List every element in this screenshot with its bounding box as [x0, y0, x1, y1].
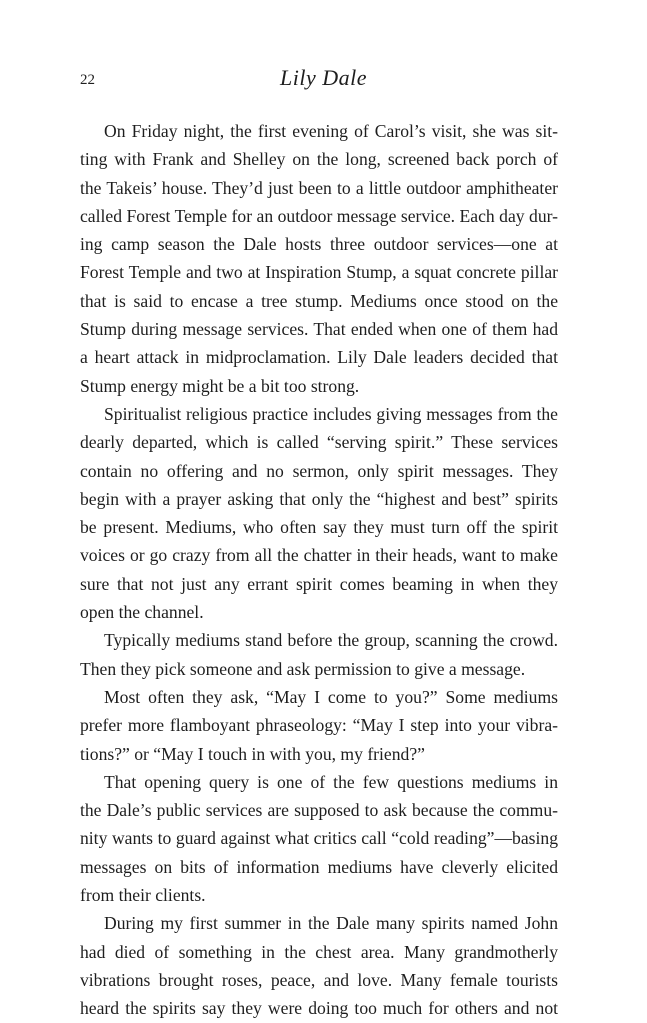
- text-line: be present. Mediums, who often say they must turn off the spirit: [80, 517, 558, 538]
- text-line: called Forest Temple for an outdoor message service. Each day dur-: [80, 205, 558, 226]
- text-line: voices or go crazy from all the chatter in their heads, want to make: [80, 545, 558, 566]
- text-line: had died of something in the chest area. Many grandmotherly: [80, 941, 558, 962]
- text-line: That opening query is one of the few questions mediums in: [104, 771, 558, 792]
- text-line: Typically mediums stand before the group, scanning the crowd.: [104, 630, 558, 651]
- text-line: Spiritualist religious practice includes giving messages from the: [104, 403, 558, 424]
- text-line: that is said to encase a tree stump. Mediums once stood on the: [80, 290, 558, 311]
- text-line: ting with Frank and Shelley on the long, screened back porch of: [80, 149, 558, 170]
- text-line: heard the spirits say they were doing too much for others and not: [80, 998, 558, 1019]
- paragraph: [80, 400, 558, 626]
- text-line: a heart attack in midproclamation. Lily Dale leaders decided that: [80, 347, 558, 368]
- paragraph: [80, 768, 558, 909]
- paragraph: [80, 117, 558, 400]
- text-line: Stump during message services. That ended when one of them had: [80, 319, 558, 340]
- text-line: begin with a prayer asking that only the “highest and best” spirits: [80, 488, 558, 509]
- text-line: sure that not just any errant spirit comes beaming in when they: [80, 573, 558, 594]
- text-line: open the channel.: [80, 602, 204, 623]
- body-text: [80, 117, 558, 1023]
- paragraph: [80, 909, 558, 1022]
- text-line: contain no offering and no sermon, only spirit messages. They: [80, 460, 558, 481]
- paragraph: [80, 626, 558, 683]
- text-line: dearly departed, which is called “serving spirit.” These services: [80, 432, 558, 453]
- text-line: On Friday night, the first evening of Carol’s visit, she was sit-: [104, 121, 558, 141]
- running-head-title: Lily Dale: [280, 65, 367, 90]
- text-line: the Takeis’ house. They’d just been to a little outdoor amphitheater: [80, 177, 558, 198]
- text-line: vibrations brought roses, peace, and love. Many female tourists: [80, 969, 558, 990]
- text-line: the Dale’s public services are supposed to ask because the commu-: [80, 800, 558, 821]
- text-line: prefer more flamboyant phraseology: “May I step into your vibra-: [80, 715, 558, 736]
- text-line: nity wants to guard against what critics call “cold reading”—basing: [80, 828, 558, 849]
- text-line: Then they pick someone and ask permission to give a message.: [80, 658, 526, 679]
- page-number: 22: [80, 72, 95, 88]
- text-line: messages on bits of information mediums have cleverly elicited: [80, 856, 558, 877]
- text-line: Most often they ask, “May I come to you?” Some mediums: [104, 686, 558, 707]
- paragraph: [80, 683, 558, 768]
- text-line: Forest Temple and two at Inspiration Stump, a squat concrete pillar: [80, 262, 558, 283]
- text-line: Stump energy might be a bit too strong.: [80, 375, 360, 396]
- text-line: ing camp season the Dale hosts three outdoor services—one at: [80, 234, 558, 255]
- text-line: from their clients.: [80, 885, 206, 906]
- text-line: During my first summer in the Dale many spirits named John: [104, 913, 558, 934]
- text-line: tions?” or “May I touch in with you, my friend?”: [80, 743, 425, 764]
